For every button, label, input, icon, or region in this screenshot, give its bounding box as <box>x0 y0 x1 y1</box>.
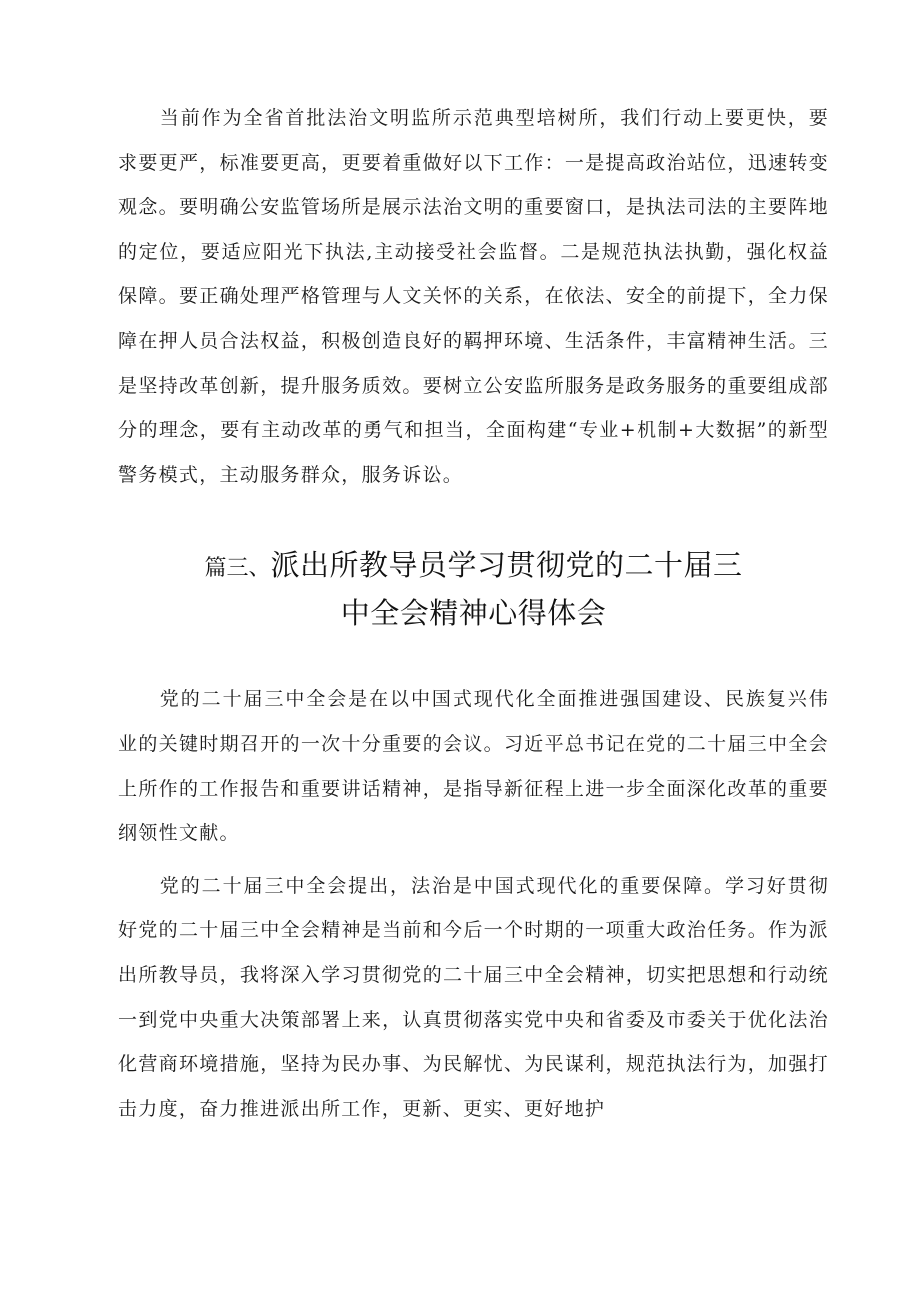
paragraph-spacer <box>118 856 829 864</box>
heading-line-1 <box>118 543 829 591</box>
section-heading <box>118 543 829 635</box>
paragraph-intro: 党的二十届三中全会是在以中国式现代化全面推进强国建设、民族复兴伟业的关键时期召开的一次十分重要的会议。习近平总书记在党的二十届三中全会上所作的工作报告和重要讲话精神，是指导新征程上进一步全面深化改革的重要纲领性文献。 <box>118 688 829 845</box>
heading-line-2: 中全会精神心得体会 <box>340 596 607 631</box>
heading-title-part-1: 派出所教导员学习贯彻党的二十届三 <box>270 548 743 583</box>
paragraph-body: 党的二十届三中全会提出，法治是中国式现代化的重要保障。学习好贯彻好党的二十届三中全会精神是当前和今后一个时期的一项重大政治任务。作为派出所教导员，我将深入学习贯彻党的二十届三中全会精神，切实把思想和行动统一到党中央重大决策部署上来，认真贯彻落实党中央和省委及市委关于优化法治化营商环境措施，坚持为民办事、为民解忧、为民谋利，规范执法行为，加强打击力度，奋力推进派出所工作，更新、更实、更好地护 <box>118 874 829 1120</box>
heading-prefix: 篇三、 <box>204 556 271 582</box>
paragraph-previous-section: 当前作为全省首批法治文明监所示范典型培树所，我们行动上要更快，要求要更严，标准要更高，更要着重做好以下工作：一是提高政治站位，迅速转变观念。要明确公安监管场所是展示法治文明的重要窗口，是执法司法的主要阵地的定位，要适应阳光下执法,主动接受社会监督。二是规范执法执勤，强化权益保障。要正确处理严格管理与人文关怀的关系，在依法、安全的前提下，全力保障在押人员合法权益，积极创造良好的羁押环境、生活条件，丰富精神生活。三是坚持改革创新，提升服务质效。要树立公安监所服务是政务服务的重要组成部分的理念，要有主动改革的勇气和担当，全面构建“专业+机制+大数据”的新型警务模式，主动服务群众，服务诉讼。 <box>118 107 829 486</box>
